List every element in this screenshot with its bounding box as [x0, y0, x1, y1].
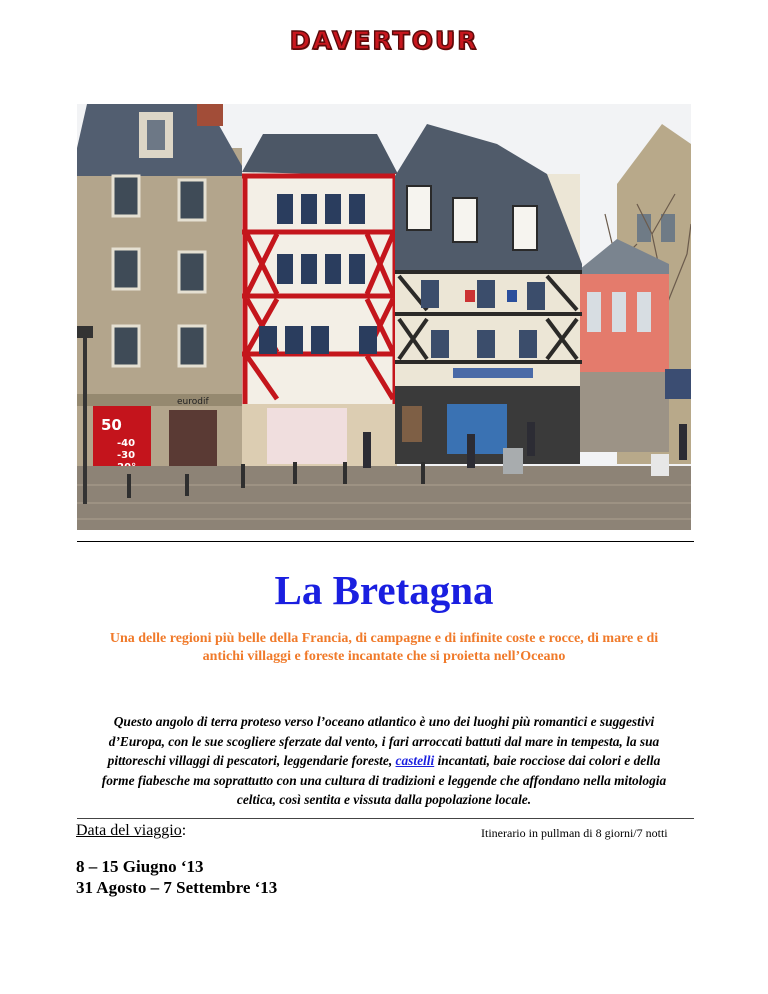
svg-text:-40: -40 [117, 438, 136, 449]
subtitle-line-1: Una delle regioni più belle della Francia, di campagne e di infinite coste e rocce, di mare e di [109, 631, 659, 646]
subtitle [84, 630, 684, 666]
divider-bottom [77, 818, 694, 819]
date-label-text: Data del viaggio [76, 822, 182, 839]
itinerary-note: Itinerario in pullman di 8 giorni/7 notti [481, 826, 668, 840]
intro-line-3b: incantati, baie rocciose dai colori e della [434, 753, 661, 768]
svg-text:eurodif: eurodif [177, 397, 209, 407]
intro-line-5: celtica, così sentita e vissuta dalla popolazione locale. [236, 792, 532, 807]
intro-line-1: Questo angolo di terra proteso verso l’oceano atlantico è uno dei luoghi più romantici e suggestivi [113, 714, 655, 729]
intro-line-2: d’Europa, con le sue scogliere sferzate dal vento, i fari arroccati battuti dal mare in tempesta, la sua [108, 733, 660, 749]
intro-paragraph [70, 712, 698, 810]
subtitle-line-2: antichi villaggi e foreste incantate che si proietta nell’Oceano [202, 649, 566, 664]
intro-line-4: forme fiabesche ma soprattutto con una cultura di tradizioni e leggende che affondano nella mitologia [101, 772, 667, 788]
castelli-link[interactable]: castelli [395, 753, 435, 768]
divider-top [77, 541, 694, 542]
date-label-colon: : [181, 822, 187, 839]
brand-logo: DAVERTOUR [289, 26, 479, 55]
date-label [76, 822, 186, 840]
hero-photo [77, 104, 691, 530]
svg-text:-30: -30 [117, 450, 136, 461]
travel-dates [76, 856, 277, 898]
svg-text:50: 50 [101, 416, 122, 434]
travel-date-1: 8 – 15 Giugno ‘13 [76, 857, 204, 876]
page-title: La Bretagna [274, 567, 494, 613]
travel-date-2: 31 Agosto – 7 Settembre ‘13 [76, 878, 278, 897]
intro-line-3a: pittoreschi villaggi di pescatori, leggendarie foreste, [107, 753, 396, 768]
